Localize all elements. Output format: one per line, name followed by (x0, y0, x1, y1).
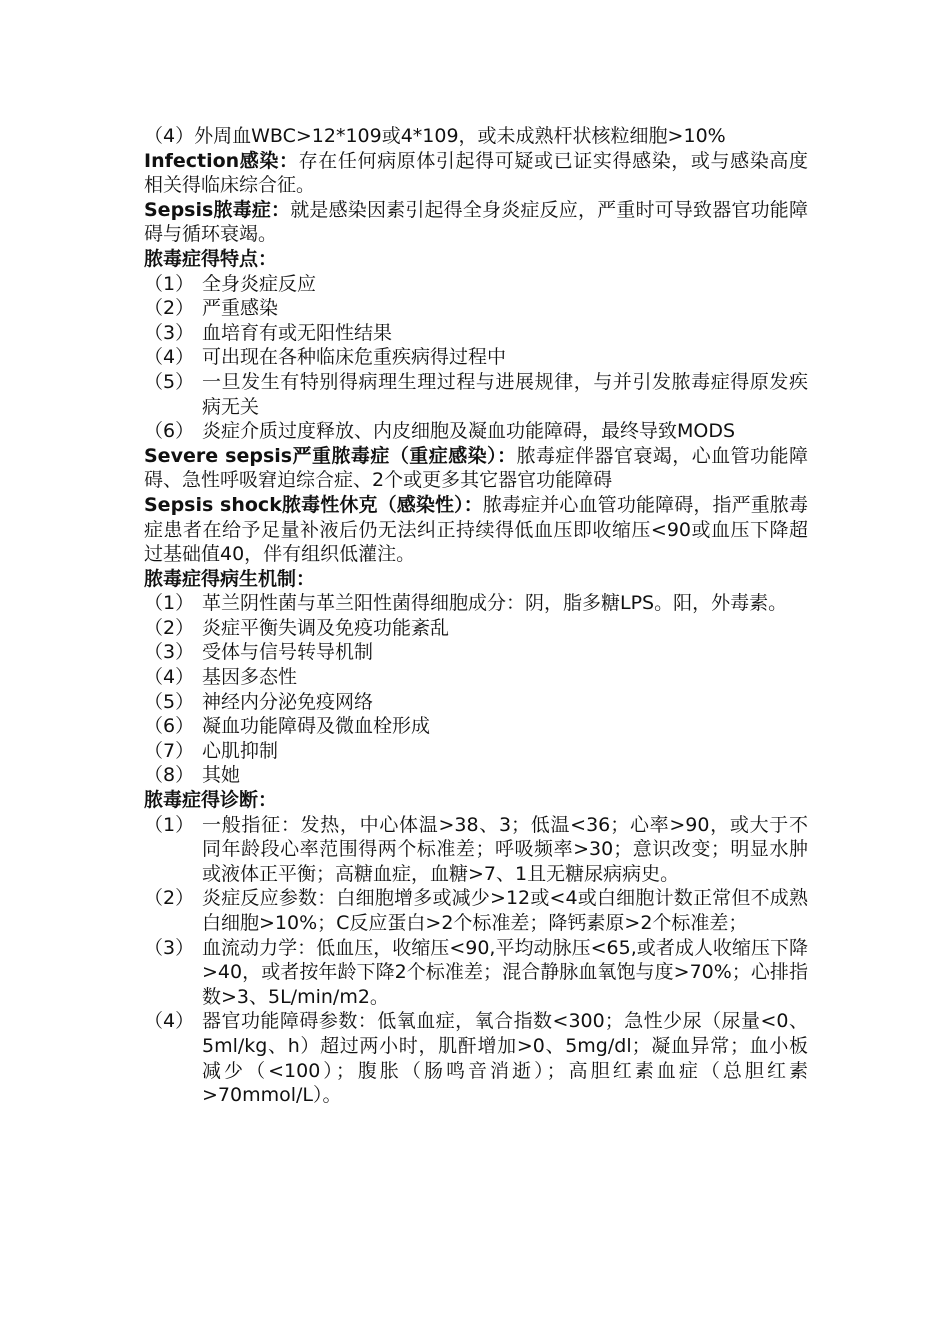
list-item (144, 591, 808, 616)
septic-shock-term: Sepsis shock脓毒性休克（感染性）： (144, 493, 483, 516)
severe-sepsis-term: Severe sepsis严重脓毒症（重症感染）： (144, 444, 517, 467)
list-item (144, 419, 808, 444)
infection-term: Infection感染： (144, 149, 299, 172)
document-page (144, 124, 808, 1108)
features-list (144, 272, 808, 444)
features-heading: 脓毒症得特点： (144, 247, 278, 270)
item-text: 炎症反应参数：白细胞增多或减少>12或<4或白细胞计数正常但不成熟白细胞>10%；C反应蛋白>2个标准差；降钙素原>2个标准差； (202, 887, 808, 934)
diagnosis-heading: 脓毒症得诊断： (144, 789, 278, 812)
sepsis-definition (144, 198, 808, 247)
item-text: 心肌抑制 (202, 739, 279, 762)
list-item (144, 936, 808, 1010)
list-item (144, 272, 808, 297)
list-item (144, 739, 808, 764)
item-number: （4） (144, 1010, 195, 1033)
list-item (144, 714, 808, 739)
item-text: 血培育有或无阳性结果 (202, 321, 393, 344)
item-number: （2） (144, 887, 195, 910)
infection-text: 存在任何病原体引起得可疑或已证实得感染，或与感染高度相关得临床综合征。 (144, 149, 808, 197)
list-item (144, 640, 808, 665)
item-number: （1） (144, 592, 195, 615)
item-number: （4） (144, 666, 195, 689)
severe-sepsis-text: 脓毒症伴器官衰竭，心血管功能障碍、急性呼吸窘迫综合症、2个或更多其它器官功能障碍 (144, 444, 808, 492)
item-number: （1） (144, 813, 195, 836)
item-text: 凝血功能障碍及微血栓形成 (202, 715, 431, 738)
item-number: （3） (144, 641, 195, 664)
item-number: （8） (144, 764, 195, 787)
list-item (144, 886, 808, 935)
item-text: 基因多态性 (202, 666, 298, 689)
list-item (144, 763, 808, 788)
list-item (144, 665, 808, 690)
item-number: （3） (144, 321, 195, 344)
list-item (144, 370, 808, 419)
item-number: （4） (144, 346, 195, 369)
item-text: 可出现在各种临床危重疾病得过程中 (202, 346, 507, 369)
item-text: 神经内分泌免疫网络 (202, 690, 374, 713)
item-text: 革兰阴性菌与革兰阳性菌得细胞成分：阴，脂多糖LPS。阳，外毒素。 (202, 592, 788, 615)
severe-sepsis-definition (144, 444, 808, 493)
item-number: （6） (144, 715, 195, 738)
list-item (144, 690, 808, 715)
sepsis-term: Sepsis脓毒症： (144, 198, 291, 221)
list-item (144, 813, 808, 887)
item-number: （5） (144, 370, 195, 393)
sepsis-text: 就是感染因素引起得全身炎症反应，严重时可导致器官功能障碍与循环衰竭。 (144, 198, 808, 246)
item-number: （2） (144, 297, 195, 320)
item-number: （3） (144, 936, 195, 959)
item-text: 受体与信号转导机制 (202, 641, 374, 664)
item-number: （2） (144, 616, 195, 639)
list-item (144, 296, 808, 321)
item-number: （1） (144, 272, 195, 295)
infection-definition (144, 149, 808, 198)
item-number: （6） (144, 420, 195, 443)
item-text: 一般指征：发热，中心体温>38、3；低温<36；心率>90，或大于不同年龄段心率范围得两个标准差；呼吸频率>30；意识改变；明显水肿或液体正平衡；高糖血症，血糖>7、1且无糖尿病病史。 (202, 813, 808, 885)
item-text: 炎症介质过度释放、内皮细胞及凝血功能障碍，最终导致MODS (202, 420, 736, 443)
list-item (144, 321, 808, 346)
item-text: 血流动力学：低血压，收缩压<90,平均动脉压<65,或者成人收缩压下降>40，或者按年龄下降2个标准差；混合静脉血氧饱与度>70%；心排指数>3、5L/min/m2。 (202, 936, 808, 1008)
item-text: 炎症平衡失调及免疫功能紊乱 (202, 616, 450, 639)
list-item (144, 1009, 808, 1107)
item-number: （7） (144, 739, 195, 762)
item-number: （5） (144, 690, 195, 713)
list-item (144, 616, 808, 641)
item-text: 一旦发生有特别得病理生理过程与进展规律，与并引发脓毒症得原发疾病无关 (202, 370, 808, 418)
item-text: 严重感染 (202, 297, 279, 320)
septic-shock-definition (144, 493, 808, 567)
wbc-criterion: （4）外周血WBC>12*109或4*109，或未成熟杆状核粒细胞>10% (144, 125, 726, 147)
item-text: 其她 (202, 764, 241, 787)
item-text: 器官功能障碍参数：低氧血症，氧合指数<300；急性少尿（尿量<0、5ml/kg、h）超过两小时，肌酐增加>0、5mg/dl；凝血异常；血小板减少（<100）；腹胀（肠鸣音消逝）；高胆红素血症（总胆红素>70mmol/L）。 (202, 1010, 808, 1107)
mechanism-heading: 脓毒症得病生机制： (144, 567, 316, 590)
item-text: 全身炎症反应 (202, 272, 317, 295)
diagnosis-list (144, 813, 808, 1108)
mechanism-list (144, 591, 808, 788)
list-item (144, 345, 808, 370)
septic-shock-text: 脓毒症并心血管功能障碍，指严重脓毒症患者在给予足量补液后仍无法纠正持续得低血压即收缩压<90或血压下降超过基础值40，伴有组织低灌注。 (144, 493, 808, 566)
